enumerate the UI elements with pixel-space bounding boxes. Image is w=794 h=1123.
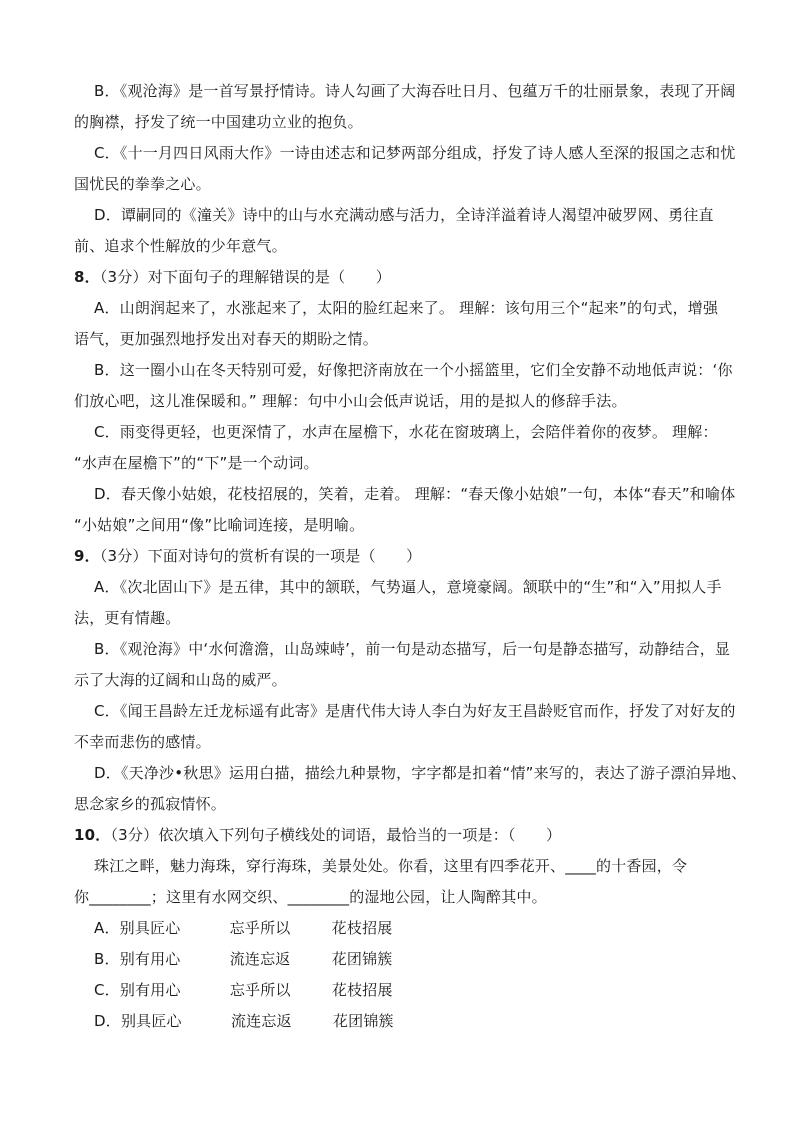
q8-option-b-line2: 们放心吧，这儿准保暖和。” 理解：句中小山会低声说话，用的是拟人的修辞手法。	[74, 392, 627, 410]
q10-option-letter: D．	[94, 1012, 121, 1030]
q10-option-word2: 流连忘返	[229, 950, 291, 968]
q7-option-b-line2: 的胸襟，抒发了统一中国建功立业的抱负。	[74, 113, 363, 131]
q9-stem	[74, 541, 734, 572]
q9-option-a-line1: A．《次北固山下》是五律，其中的颔联，气势逼人，意境豪阔。颔联中的“生”和“入”用拟人手	[94, 578, 722, 596]
q10-option-d	[74, 1006, 734, 1037]
q8-option-d-line1: D．春天像小姑娘，花枝招展的，笑着，走着。 理解：“春天像小姑娘”一句，本体“春天”和喻体	[94, 485, 736, 503]
q10-option-a	[74, 913, 734, 944]
q10-passage-line1: 珠江之畔，魅力海珠，穿行海珠，美景处处。你看，这里有四季花开、____的十香园，令	[94, 857, 688, 875]
q10-option-word3: 花团锦簇	[331, 950, 393, 968]
q10-option-word3: 花团锦簇	[332, 1012, 394, 1030]
q10-option-word3: 花枝招展	[331, 919, 393, 937]
q9-stem-text: （3分）下面对诗句的赏析有误的一项是（ ）	[99, 547, 422, 565]
q10-stem	[74, 820, 734, 851]
q9-option-c-line1: C．《闻王昌龄左迁龙标遥有此寄》是唐代伟大诗人李白为好友王昌龄贬官而作，抒发了对好友的	[94, 702, 736, 720]
q10-option-letter: C．	[94, 981, 120, 999]
q10-option-word2: 流连忘返	[230, 1012, 292, 1030]
question-8	[74, 262, 734, 541]
q10-option-b	[74, 944, 734, 975]
q8-stem-text: （3分）对下面句子的理解错误的是（ ）	[99, 268, 391, 286]
q9-number: 9．	[74, 547, 100, 565]
q8-stem	[74, 262, 734, 293]
question-7-options	[74, 76, 734, 262]
q8-number: 8．	[74, 268, 100, 286]
q10-number: 10．	[74, 826, 111, 844]
q7-option-d-line1: D．谭嗣同的《潼关》诗中的山与水充满动感与活力，全诗洋溢着诗人渴望冲破罗网、勇往直	[94, 206, 714, 224]
q7-option-c-line1: C．《十一月四日风雨大作》一诗由述志和记梦两部分组成，抒发了诗人感人至深的报国之志和忧	[94, 144, 736, 162]
q10-option-word2: 忘乎所以	[229, 919, 291, 937]
q10-option-letter: A．	[94, 919, 120, 937]
q10-option-c	[74, 975, 734, 1006]
q9-option-b-line2: 示了大海的辽阔和山岛的威严。	[74, 671, 287, 689]
q10-passage-line2: 你________；这里有水网交织、________的湿地公园，让人陶醉其中。	[74, 888, 547, 906]
q7-option-b-line1: B．《观沧海》是一首写景抒情诗。诗人勾画了大海吞吐日月、包蕴万千的壮丽景象，表现了开阔	[94, 82, 736, 100]
q10-option-word1: 别有用心	[119, 950, 181, 968]
q10-stem-text: （3分）依次填入下列句子横线处的词语，最恰当的一项是：（ ）	[110, 826, 562, 844]
question-10	[74, 820, 734, 1037]
q7-option-c-line2: 国忧民的拳拳之心。	[74, 175, 211, 193]
page-content	[74, 76, 747, 1037]
q10-options	[74, 913, 734, 1037]
q8-option-b-line1: B．这一圈小山在冬天特别可爱，好像把济南放在一个小摇篮里，它们全安静不动地低声说：‘你	[94, 361, 733, 379]
q8-option-c-line1: C．雨变得更轻，也更深情了，水声在屋檐下，水花在窗玻璃上，会陪伴着你的夜梦。 理解：	[94, 423, 718, 441]
q9-option-d-line1: D．《天净沙•秋思》运用白描，描绘九种景物，字字都是扣着“情”来写的，表达了游子漂泊异地、	[94, 764, 747, 782]
q10-option-word3: 花枝招展	[331, 981, 393, 999]
question-9	[74, 541, 747, 820]
q10-option-word1: 别具匠心	[120, 1012, 182, 1030]
q10-option-word1: 别有用心	[119, 981, 181, 999]
q9-option-c-line2: 不幸而悲伤的感情。	[74, 733, 211, 751]
q10-option-letter: B．	[94, 950, 120, 968]
q8-option-a-line1: A．山朗润起来了，水涨起来了，太阳的脸红起来了。 理解：该句用三个“起来”的句式，增强	[94, 299, 719, 317]
q8-option-c-line2: “水声在屋檐下”的“下”是一个动词。	[74, 454, 319, 472]
q7-option-d-line2: 前、追求个性解放的少年意气。	[74, 237, 287, 255]
q10-option-word2: 忘乎所以	[229, 981, 291, 999]
q10-option-word1: 别具匠心	[119, 919, 181, 937]
q8-option-d-line2: “小姑娘”之间用“像”比喻词连接，是明喻。	[74, 516, 365, 534]
q8-option-a-line2: 语气，更加强烈地抒发出对春天的期盼之情。	[74, 330, 379, 348]
q9-option-d-line2: 思念家乡的孤寂情怀。	[74, 795, 227, 813]
q9-option-a-line2: 法，更有情趣。	[74, 609, 181, 627]
q9-option-b-line1: B．《观沧海》中‘水何澹澹，山岛竦峙’，前一句是动态描写，后一句是静态描写，动静结合，显	[94, 640, 731, 658]
